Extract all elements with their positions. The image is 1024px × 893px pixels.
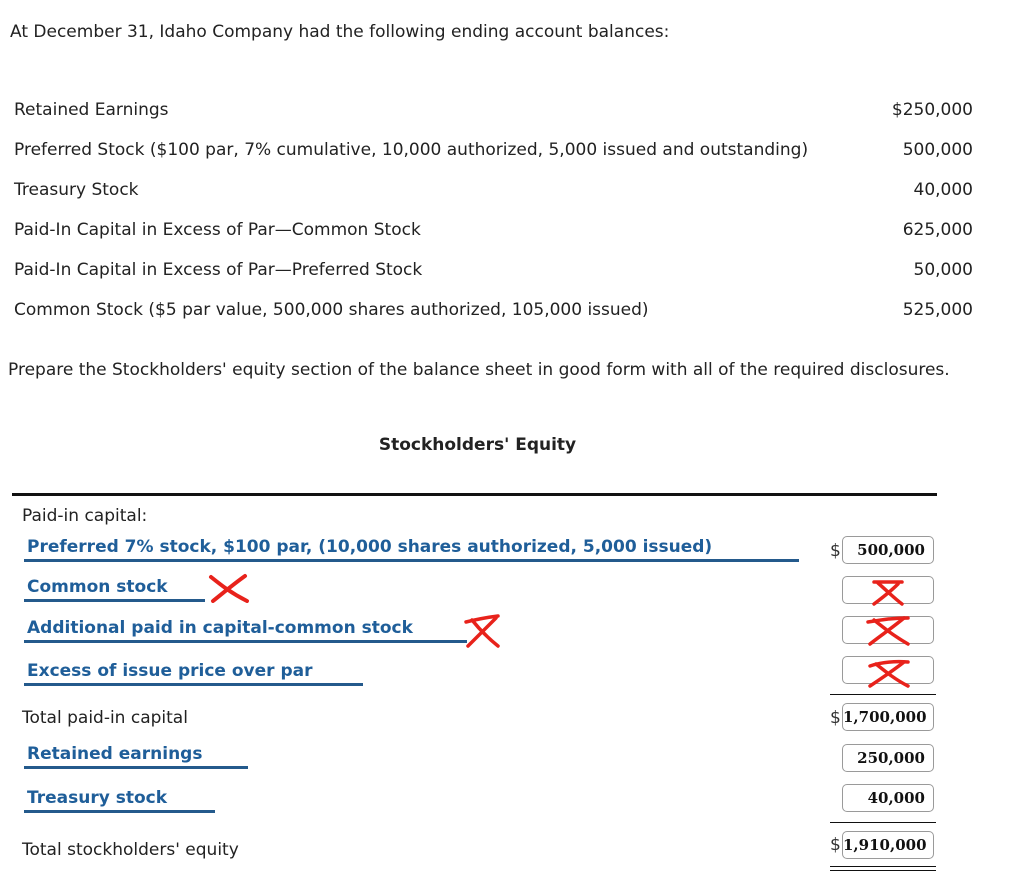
account-label: Treasury Stock bbox=[14, 180, 139, 200]
treasury-stock-label[interactable]: Treasury stock bbox=[24, 788, 215, 813]
excess-over-par-label[interactable]: Excess of issue price over par bbox=[24, 661, 363, 686]
account-label: Paid-In Capital in Excess of Par—Common Stock bbox=[14, 220, 421, 240]
subtotal-rule bbox=[830, 694, 936, 695]
preferred-stock-input[interactable]: 500,000 bbox=[842, 536, 934, 564]
account-value: $250,000 bbox=[891, 100, 973, 120]
section-title: Stockholders' Equity bbox=[378, 435, 577, 455]
total-se-input[interactable]: 1,910,000 bbox=[842, 831, 934, 859]
double-underline-top bbox=[830, 866, 936, 867]
wrong-mark-icon bbox=[868, 578, 908, 606]
preferred-stock-label[interactable]: Preferred 7% stock, $100 par, (10,000 shares authorized, 5,000 issued) bbox=[24, 537, 799, 562]
wrong-mark-icon bbox=[462, 612, 504, 648]
retained-earnings-input[interactable]: 250,000 bbox=[842, 744, 934, 772]
account-label: Retained Earnings bbox=[14, 100, 169, 120]
section-rule bbox=[12, 493, 937, 496]
account-label: Preferred Stock ($100 par, 7% cumulative, 10,000 authorized, 5,000 issued and outstanding) bbox=[14, 140, 809, 160]
double-underline-bottom bbox=[830, 870, 936, 871]
account-value: 50,000 bbox=[913, 260, 973, 280]
retained-earnings-label[interactable]: Retained earnings bbox=[24, 744, 248, 769]
dollar-sign: $ bbox=[830, 541, 841, 561]
account-value: 40,000 bbox=[913, 180, 973, 200]
total-paid-in-label: Total paid-in capital bbox=[22, 708, 188, 728]
treasury-stock-input[interactable]: 40,000 bbox=[842, 784, 934, 812]
account-value: 500,000 bbox=[902, 140, 973, 160]
total-se-label: Total stockholders' equity bbox=[22, 840, 239, 860]
account-value: 625,000 bbox=[902, 220, 973, 240]
intro-text: At December 31, Idaho Company had the following ending account balances: bbox=[10, 22, 670, 42]
apic-common-label[interactable]: Additional paid in capital-common stock bbox=[24, 618, 467, 643]
wrong-mark-icon bbox=[862, 612, 914, 646]
account-label: Common Stock ($5 par value, 500,000 shares authorized, 105,000 issued) bbox=[14, 300, 649, 320]
total-rule bbox=[830, 822, 936, 823]
wrong-mark-icon bbox=[207, 573, 251, 603]
instructions-text: Prepare the Stockholders' equity section of the balance sheet in good form with all of the required disclosures. bbox=[8, 360, 950, 380]
dollar-sign: $ bbox=[830, 835, 841, 855]
dollar-sign: $ bbox=[830, 708, 841, 728]
paid-in-capital-heading: Paid-in capital: bbox=[22, 506, 148, 526]
account-value: 525,000 bbox=[902, 300, 973, 320]
account-label: Paid-In Capital in Excess of Par—Preferred Stock bbox=[14, 260, 423, 280]
wrong-mark-icon bbox=[864, 656, 914, 688]
total-paid-in-input[interactable]: 1,700,000 bbox=[842, 703, 934, 731]
common-stock-label[interactable]: Common stock bbox=[24, 577, 205, 602]
